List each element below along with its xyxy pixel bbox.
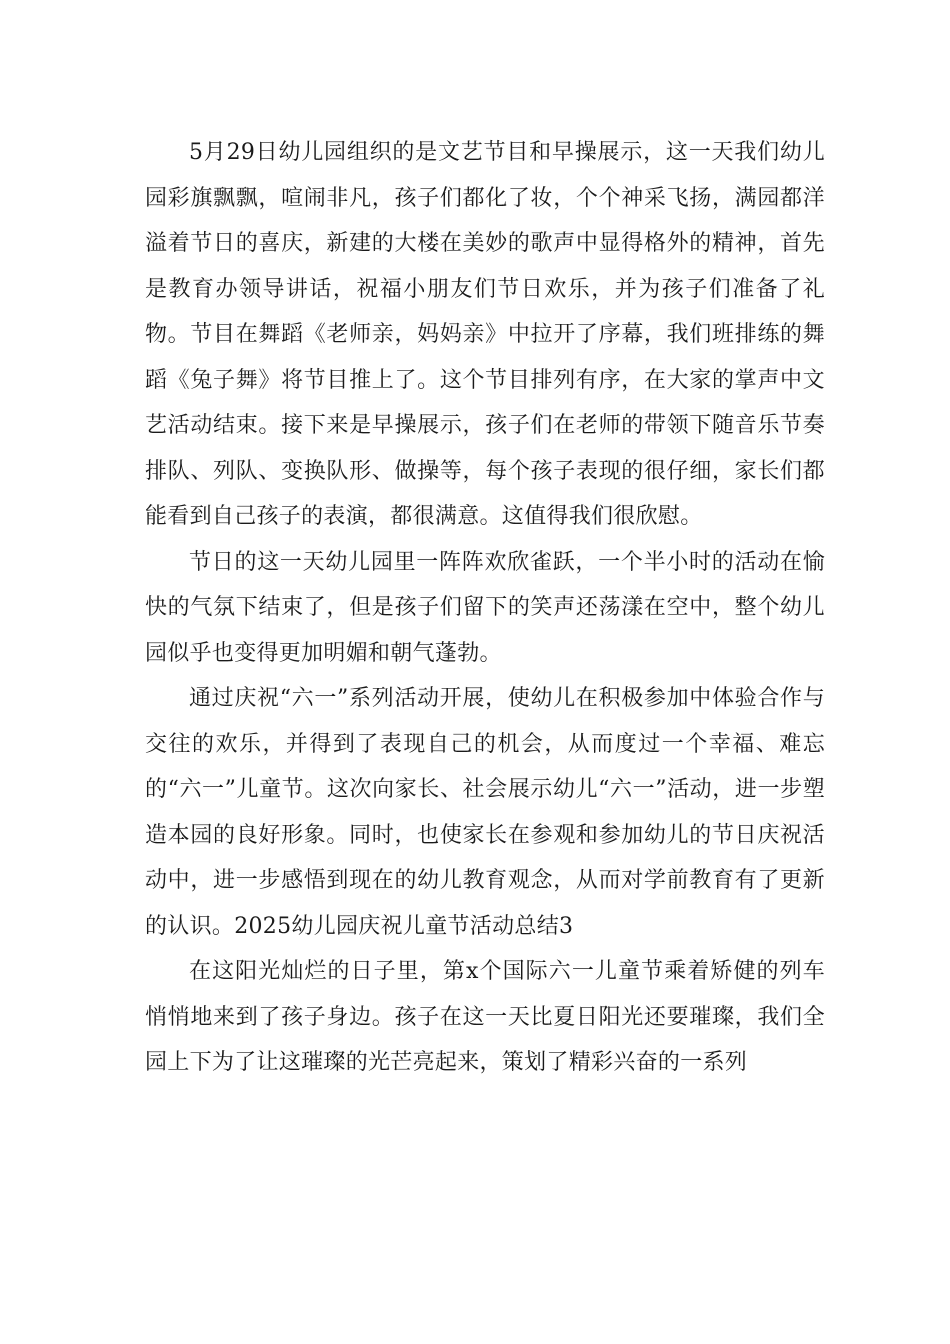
document-body [145,130,825,1086]
paragraph-2: 节日的这一天幼儿园里一阵阵欢欣雀跃，一个半小时的活动在愉快的气氛下结束了，但是孩子们留下的笑声还荡漾在空中，整个幼儿园似乎也变得更加明媚和朝气蓬勃。 [145,549,825,666]
paragraph-1: 5月29日幼儿园组织的是文艺节目和早操展示，这一天我们幼儿园彩旗飘飘，喧闹非凡，孩子们都化了妆，个个神采飞扬，满园都洋溢着节日的喜庆，新建的大楼在美妙的歌声中显得格外的精神，首先是教育办领导讲话，祝福小朋友们节日欢乐，并为孩子们准备了礼物。节目在舞蹈《老师亲，妈妈亲》中拉开了序幕，我们班排练的舞蹈《兔子舞》将节目推上了。这个节目排列有序，在大家的掌声中文艺活动结束。接下来是早操展示，孩子们在老师的带领下随音乐节奏排队、列队、变换队形、做操等，每个孩子表现的很仔细，家长们都能看到自己孩子的表演，都很满意。这值得我们很欣慰。 [145,140,825,529]
paragraph-3: 通过庆祝“六一”系列活动开展，使幼儿在积极参加中体验合作与交往的欢乐，并得到了表现自己的机会，从而度过一个幸福、难忘的“六一”儿童节。这次向家长、社会展示幼儿“六一”活动，进一步塑造本园的良好形象。同时，也使家长在参观和参加幼儿的节日庆祝活动中，进一步感悟到现在的幼儿教育观念，从而对学前教育有了更新的认识。2025幼儿园庆祝儿童节活动总结3 [145,686,825,939]
paragraph-4: 在这阳光灿烂的日子里，第x个国际六一儿童节乘着矫健的列车悄悄地来到了孩子身边。孩子在这一天比夏日阳光还要璀璨，我们全园上下为了让这璀璨的光芒亮起来，策划了精彩兴奋的一系列 [145,959,825,1075]
